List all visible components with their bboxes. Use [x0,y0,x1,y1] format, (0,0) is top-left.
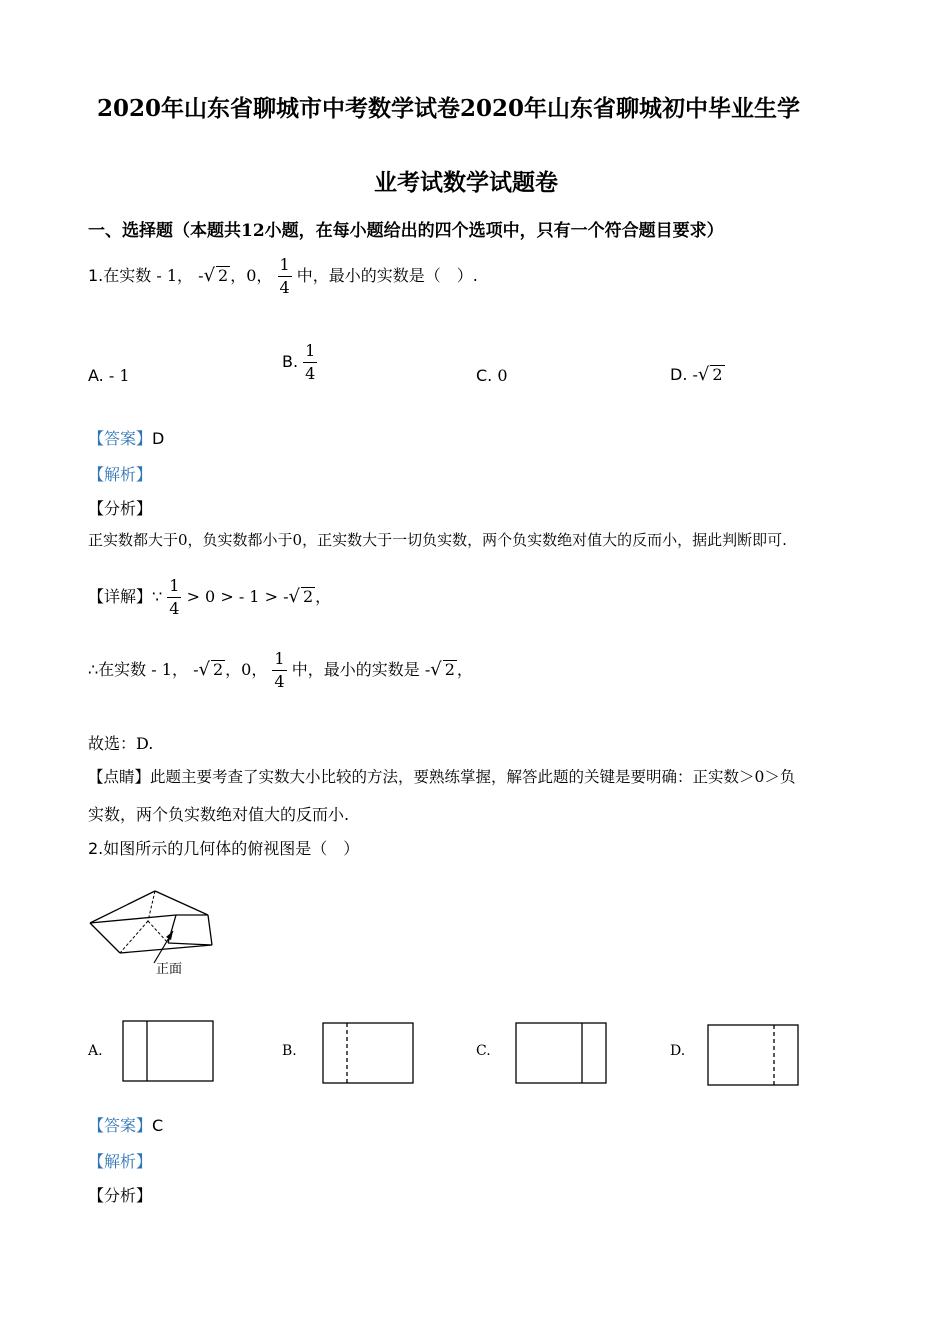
q2-fenxi-label: 【分析】 [88,1186,153,1205]
sqrt-sign: √ [203,265,216,286]
section-heading: 一、选择题（本题共12小题，在每小题给出的四个选项中，只有一个符合题目要求） [88,221,724,241]
analysis-label: 【解析】 [88,465,153,484]
q2-option-b-label: B. [282,1043,297,1059]
frac-num: 1 [169,576,180,595]
sqrt-sign: √ [288,586,300,607]
q2-option-c-label: C. [476,1043,491,1059]
doc-title-line1: 2020年山东省聊城市中考数学试卷2020年山东省聊城初中毕业生学 [97,95,801,122]
conclusion: 故选：D. [88,734,154,753]
answer-line [88,426,164,449]
sqrt-value: 2 [712,365,723,384]
option-letter: B. [282,352,299,371]
neg-sign: - [424,660,431,679]
end-comma: ， [456,660,473,679]
frac-num: 1 [274,649,285,668]
option-letter: C. [476,366,493,385]
detail-expr: > 0 > - 1 > - [186,587,289,606]
sqrt-sign: √ [198,659,210,680]
option-value: 0 [497,366,508,385]
question-2: 2.如图所示的几何体的俯视图是（ ） [88,839,360,858]
q2-answer-line [88,1113,163,1136]
q1-option-a [88,366,130,385]
q1-fraction [278,254,292,299]
q1-option-b [282,340,317,385]
dianqing-line2: 实数，两个负实数绝对值大的反而小. [88,805,350,824]
detail-fraction [167,575,181,620]
sqrt-value: 2 [302,587,314,606]
sqrt-sign: √ [430,659,442,680]
therefore-prefix: ∴在实数 [88,660,147,679]
q2-option-a-figure [122,1020,214,1082]
q2-option-c-figure [515,1022,607,1084]
answer-value: C [152,1116,164,1135]
sqrt-value: 2 [444,660,455,679]
fenxi-label: 【分析】 [88,499,153,518]
answer-value: D [152,429,165,448]
q1-suffix: 中，最小的实数是（ ）. [296,266,478,285]
frac-num: 1 [279,255,290,274]
q1-neg-one: - 1 [156,266,178,285]
frac-den: 4 [169,599,180,618]
sqrt-value: 2 [212,660,224,679]
dianqing-text: 此题主要考查了实数大小比较的方法，要熟练掌握，解答此题的关键是要明确：正实数＞0＞负 [150,768,796,786]
q1-zero-part: ，0， [230,266,273,285]
detail-label: 【详解】∵ [88,587,163,606]
option-letter: D. [670,365,688,384]
zero-part: ，0， [225,660,268,679]
frac-den: 4 [279,278,290,297]
frac-den: 4 [305,364,316,383]
answer-label: 【答案】 [88,429,153,448]
sqrt-sign: √ [697,364,710,385]
frac-den: 4 [274,672,285,691]
neg-one: - 1 [151,660,172,679]
detail-end: ， [315,587,332,606]
q2-option-d-figure [707,1024,799,1086]
q1-comma: ， [177,266,194,285]
q1-sqrt-value: 2 [218,266,229,285]
q1-neg-sign: - [198,266,204,285]
q1-option-d [670,364,725,385]
front-label: 正面 [156,962,183,977]
dianqing-line1 [88,765,795,787]
doc-title-line2: 业考试数学试题卷 [374,169,558,196]
option-letter: A. [88,366,104,385]
q1-prefix: 1.在实数 [88,266,152,285]
fenxi-text: 正实数都大于0，负实数都小于0，正实数大于一切负实数，两个负实数绝对值大的反而小，据此判断即可. [88,531,787,549]
neg-sign: - [193,660,199,679]
neg-sign: - [692,365,698,384]
q2-option-b-figure [322,1022,414,1084]
dianqing-label: 【点睛】 [88,768,151,786]
q2-option-a-label: A. [88,1043,103,1059]
option-fraction [303,340,317,385]
option-value: - 1 [108,366,130,385]
q2-analysis-label: 【解析】 [88,1152,153,1171]
q2-option-d-label: D. [670,1043,686,1059]
question-1 [88,254,478,299]
answer-label: 【答案】 [88,1116,153,1135]
q1-option-c [476,366,508,385]
therefore-fraction [272,648,286,693]
comma: ， [171,660,188,679]
frac-num: 1 [305,341,316,360]
therefore-suffix: 中，最小的实数是 [291,660,420,679]
therefore-line [88,648,473,693]
detail-line [88,575,331,620]
